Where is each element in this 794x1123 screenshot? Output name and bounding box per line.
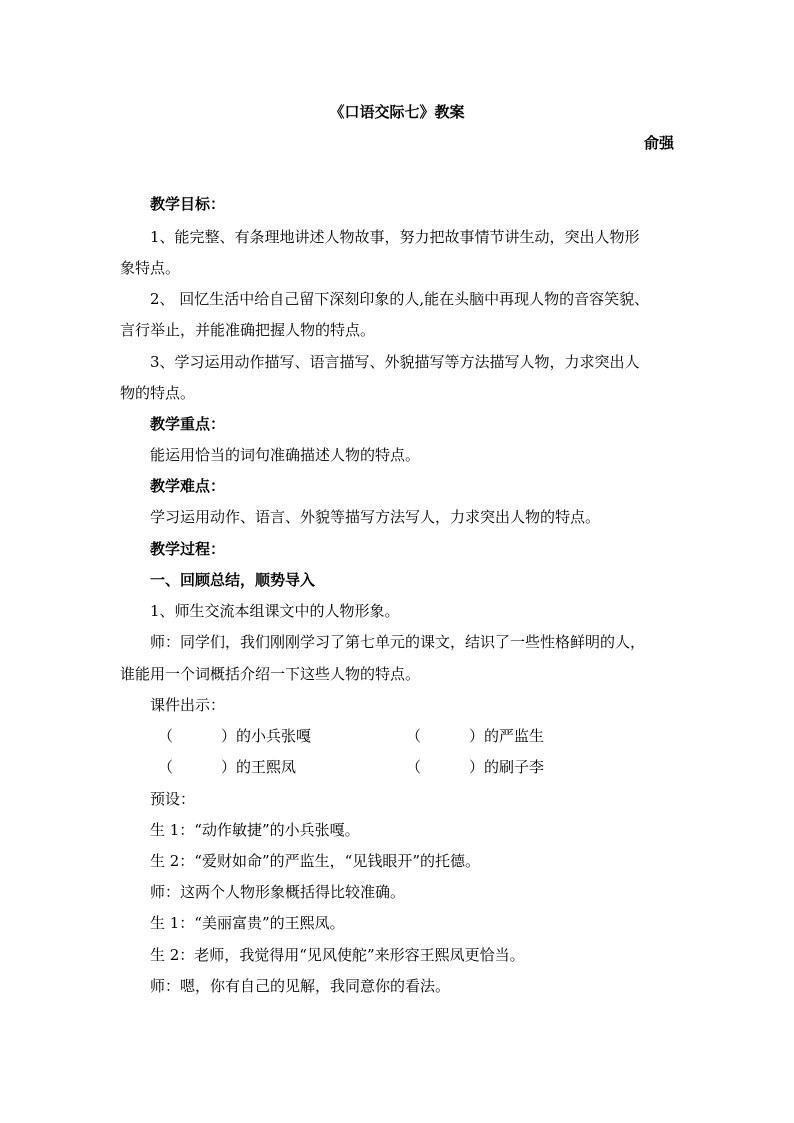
teacher-reply-b: 师：嗯，你有自己的见解，我同意你的看法。 <box>150 977 451 995</box>
teacher-question-line1: 师：同学们，我们刚刚学习了第七单元的课文，结识了一些性格鲜明的人， <box>150 633 646 651</box>
blank-label: 的王熙凤 <box>236 758 297 776</box>
blank-label: 的小兵张嘎 <box>236 727 312 745</box>
blank-item-3 <box>158 757 296 777</box>
objective-2-line2: 言行举止，并能准确把握人物的特点。 <box>120 321 376 339</box>
blank-label: 的严监生 <box>484 727 545 745</box>
key-points-heading: 教学重点： <box>150 415 226 433</box>
blank-item-2 <box>406 726 544 746</box>
blank-item-1 <box>158 726 311 746</box>
student2-answer-b: 生 2：老师，我觉得用“见风使舵”来形容王熙凤更恰当。 <box>150 946 525 964</box>
open-paren: （ <box>158 758 174 776</box>
student2-answer-a: 生 2：“爱财如命”的严监生，“见钱眼开”的托德。 <box>150 852 480 870</box>
preset-label: 预设： <box>150 790 196 808</box>
objective-2-line1: 2、 回忆生活中给自己留下深刻印象的人,能在头脑中再现人物的音容笑貌、 <box>150 290 650 308</box>
objectives-heading: 教学目标： <box>150 195 226 213</box>
objective-3-line1: 3、学习运用动作描写、语言描写、外貌描写等方法描写人物，力求突出人 <box>150 353 640 371</box>
close-paren: ） <box>221 727 237 745</box>
open-paren: （ <box>406 758 422 776</box>
objective-1-line1: 1、能完整、有条理地讲述人物故事，努力把故事情节讲生动，突出人物形 <box>150 228 640 246</box>
blank-label: 的刷子李 <box>484 758 545 776</box>
student1-answer-b: 生 1：“美丽富贵”的王熙凤。 <box>150 914 345 932</box>
close-paren: ） <box>469 758 485 776</box>
close-paren: ） <box>221 758 237 776</box>
objective-3-line2: 物的特点。 <box>120 384 196 402</box>
step1-item: 1、师生交流本组课文中的人物形象。 <box>150 602 400 620</box>
difficulty-text: 学习运用动作、语言、外貌等描写方法写人，力求突出人物的特点。 <box>150 508 601 526</box>
step1-heading: 一、回顾总结，顺势导入 <box>150 571 316 589</box>
blank-item-4 <box>406 757 544 777</box>
teacher-reply-a: 师：这两个人物形象概括得比较准确。 <box>150 883 406 901</box>
process-heading: 教学过程： <box>150 540 226 558</box>
teacher-question-line2: 谁能用一个词概括介绍一下这些人物的特点。 <box>120 665 421 683</box>
close-paren: ） <box>469 727 485 745</box>
objective-1-line2: 象特点。 <box>120 259 181 277</box>
difficulty-heading: 教学难点： <box>150 477 226 495</box>
document-title: 《口语交际七》教案 <box>329 103 465 121</box>
key-points-text: 能运用恰当的词句准确描述人物的特点。 <box>150 446 421 464</box>
open-paren: （ <box>158 727 174 745</box>
student1-answer-a: 生 1：“动作敏捷”的小兵张嘎。 <box>150 821 360 839</box>
open-paren: （ <box>406 727 422 745</box>
courseware-label: 课件出示： <box>150 696 226 714</box>
author-name: 俞强 <box>643 134 674 152</box>
